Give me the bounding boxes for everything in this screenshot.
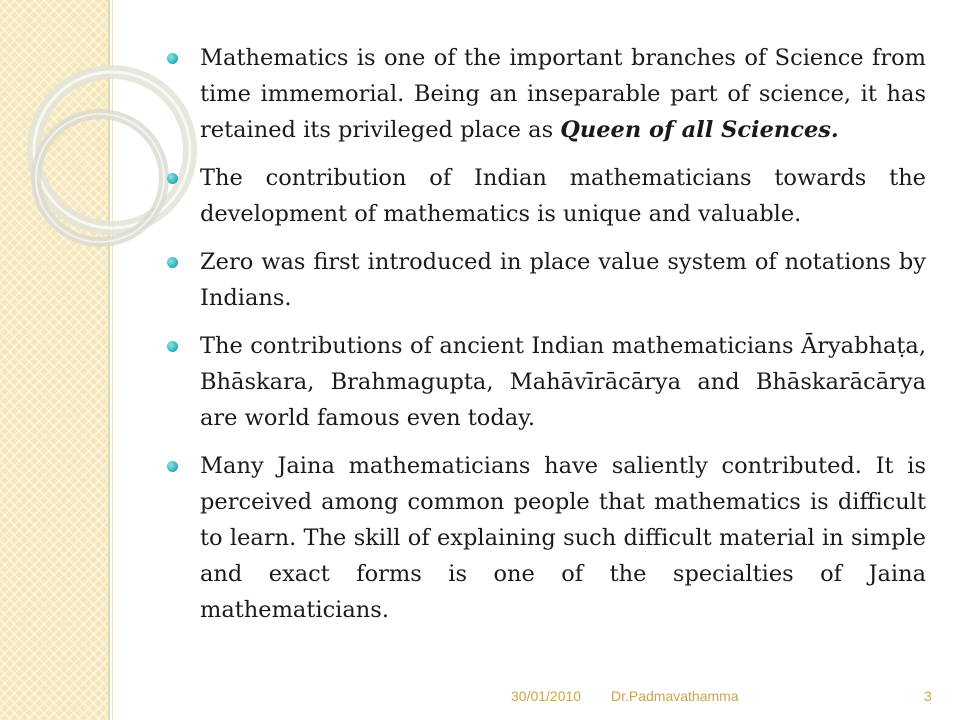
footer-author: Dr.Padmavathamma <box>611 688 739 704</box>
bullet-icon <box>167 173 178 184</box>
bullet-text: Zero was first introduced in place value system of notations by Indians. <box>200 249 926 311</box>
bullet-item-4 <box>158 328 926 436</box>
footer-date: 30/01/2010 <box>511 688 582 704</box>
bullet-text: Mathematics is one of the important branches of Science from time immemorial. Being an inseparable part of science, it has retained its privileged place as <box>200 45 926 143</box>
bullet-item-2 <box>158 160 926 232</box>
slide-footer <box>0 688 960 708</box>
bullet-text: Many Jaina mathematicians have saliently contributed. It is perceived among common people that mathematics is difficult to learn. The skill of explaining such difficult material in simple and exact forms is one of the specialties of Jaina mathematicians. <box>200 453 926 623</box>
bullet-text: The contribution of Indian mathematicians towards the development of mathematics is unique and valuable. <box>200 165 926 227</box>
slide-content <box>158 40 926 640</box>
bullet-item-1 <box>158 40 926 148</box>
footer-page-number: 3 <box>924 688 932 704</box>
bullet-icon <box>167 53 178 64</box>
bullet-emphasis-text: Queen of all Sciences. <box>560 117 839 143</box>
bullet-item-5 <box>158 448 926 628</box>
bullet-icon <box>167 461 178 472</box>
bullet-text: The contributions of ancient Indian mathematicians Āryabhaṭa, Bhāskara, Brahmagupta, Mahāvīrācārya and Bhāskarācārya are world famous even today. <box>200 333 926 431</box>
bullet-item-3 <box>158 244 926 316</box>
bullet-icon <box>167 257 178 268</box>
bullet-icon <box>167 341 178 352</box>
bullet-list <box>158 40 926 628</box>
